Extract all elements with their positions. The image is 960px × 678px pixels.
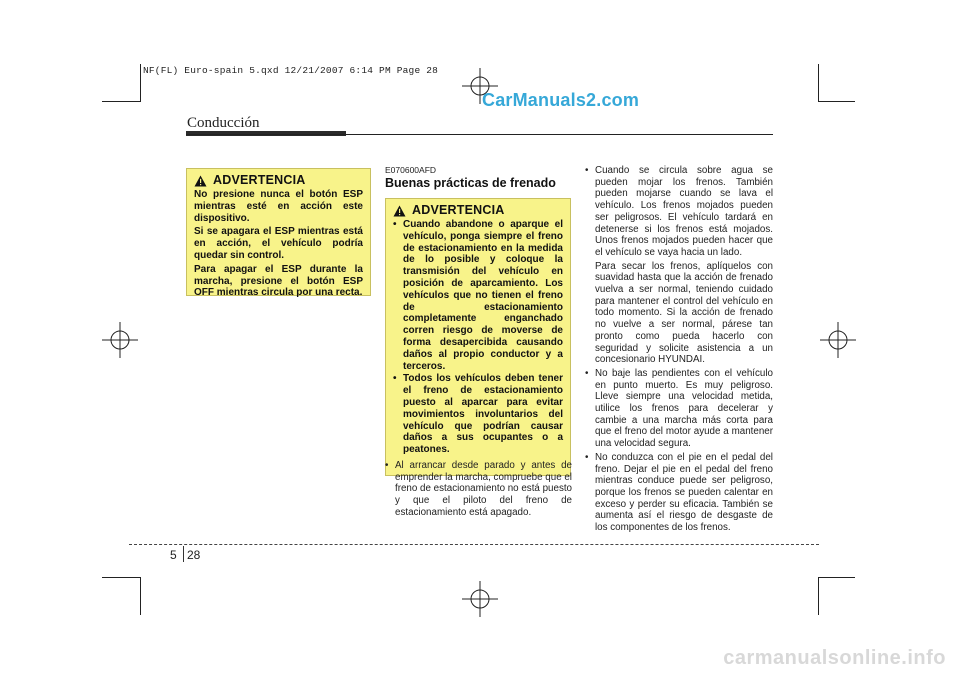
warning-paragraph: Para apagar el ESP durante la marcha, presione el botón ESP OFF mientras circula por una recta. (194, 263, 363, 299)
bullet-list (585, 165, 773, 259)
warning-triangle-icon (393, 205, 406, 217)
bullet-subparagraph: Para secar los frenos, aplíquelos con suavidad hasta que la acción de frenado vuelva a ser normal, teniendo cuidado para mantener el control del vehículo en todo momento. Si la acción de frenado no vuelve a ser normal, párese tan pronto como pueda hacerlo con seguridad y solicite asistencia a un concesionario HYUNDAI. (595, 260, 773, 366)
page-section-number: 5 (170, 548, 177, 562)
registration-mark-icon (100, 320, 140, 360)
crop-mark (102, 101, 140, 102)
section-heading: Buenas prácticas de frenado (385, 176, 556, 190)
warning-paragraph: Si se apagara el ESP mientras está en acción, el vehículo podría quedar sin control. (194, 226, 363, 261)
bullet-item: • No baje las pendientes con el vehículo en punto muerto. Es muy peligroso. Lleve siempre una velocidad metida, utilice los frenos para decelerar y cambie a una marcha más corta para que el freno del motor ayude a mantener una velocidad segura. (585, 368, 773, 450)
page-separator (129, 544, 819, 545)
page-number: 28 (187, 548, 201, 562)
warning-paragraph: No presione nunca el botón ESP mientras esté en acción este dispositivo. (194, 189, 363, 224)
middle-body (385, 460, 572, 521)
bullet-list (585, 368, 773, 534)
warning-box-parking-brake (385, 198, 571, 476)
header-rule (186, 134, 773, 135)
warning-box-esp (186, 168, 371, 299)
watermark-bottom[interactable]: carmanualsonline.info (723, 647, 946, 669)
bullet-item (585, 165, 773, 259)
warning-header (194, 175, 363, 187)
warning-header (393, 205, 563, 217)
crop-mark (140, 64, 141, 102)
section-code: E070600AFD (385, 165, 437, 175)
warning-item: • Cuando abandone o aparque el vehículo, ponga siempre el freno de estacionamiento en la medida de lo posible y coloque la transmisión del vehículo en posición de aparcamiento. Los vehículos que no tienen el freno de estacionamiento completamente enganchado corren riesgo de moverse de forma desapercibida causando daños al propio conductor y a terceros. (393, 219, 563, 372)
crop-mark (102, 577, 140, 578)
warning-title: ADVERTENCIA (213, 173, 306, 188)
section-title: Conducción (187, 115, 260, 131)
warning-item: • Todos los vehículos deben tener el freno de estacionamiento puesto al aparcar para evitar movimientos involuntarios del vehículo que podrían causar daños a sus ocupantes o a peatones. (393, 373, 563, 456)
registration-mark-icon (818, 320, 858, 360)
crop-mark (819, 577, 855, 578)
print-header: NF(FL) Euro-spain 5.qxd 12/21/2007 6:14 PM Page 28 (143, 65, 439, 76)
warning-list (393, 219, 563, 456)
crop-mark (818, 577, 819, 615)
warning-title: ADVERTENCIA (412, 203, 505, 218)
crop-mark (140, 577, 141, 615)
watermark-top[interactable]: CarManuals2.com (482, 90, 640, 110)
bullet-item: • Al arrancar desde parado y antes de emprender la marcha, compruebe que el freno de estacionamiento no está puesto y que el piloto del freno de estacionamiento está apagado. (385, 460, 572, 519)
bullet-list (385, 460, 572, 519)
crop-mark (818, 64, 819, 102)
page-number-divider (183, 546, 184, 562)
right-body (585, 165, 773, 536)
bullet-text: Cuando se circula sobre agua se pueden mojar los frenos. También pueden mojarse cuando se lava el vehículo. Los frenos mojados pueden ser peligrosos. El vehículo tardará en detenerse si los frenos está mojados. Unos frenos mojados pueden hacer que el vehículo se vaya hacia un lado. (595, 165, 773, 258)
bullet-item: • No conduzca con el pie en el pedal del freno. Dejar el pie en el pedal del freno mientras conduce puede ser peligroso, porque los frenos se pueden calentar en exceso y perder su eficacia. También se aumenta así el riesgo de desgaste de los componentes de los frenos. (585, 452, 773, 534)
crop-mark (819, 101, 855, 102)
registration-mark-icon (460, 579, 500, 619)
warning-triangle-icon (194, 175, 207, 187)
